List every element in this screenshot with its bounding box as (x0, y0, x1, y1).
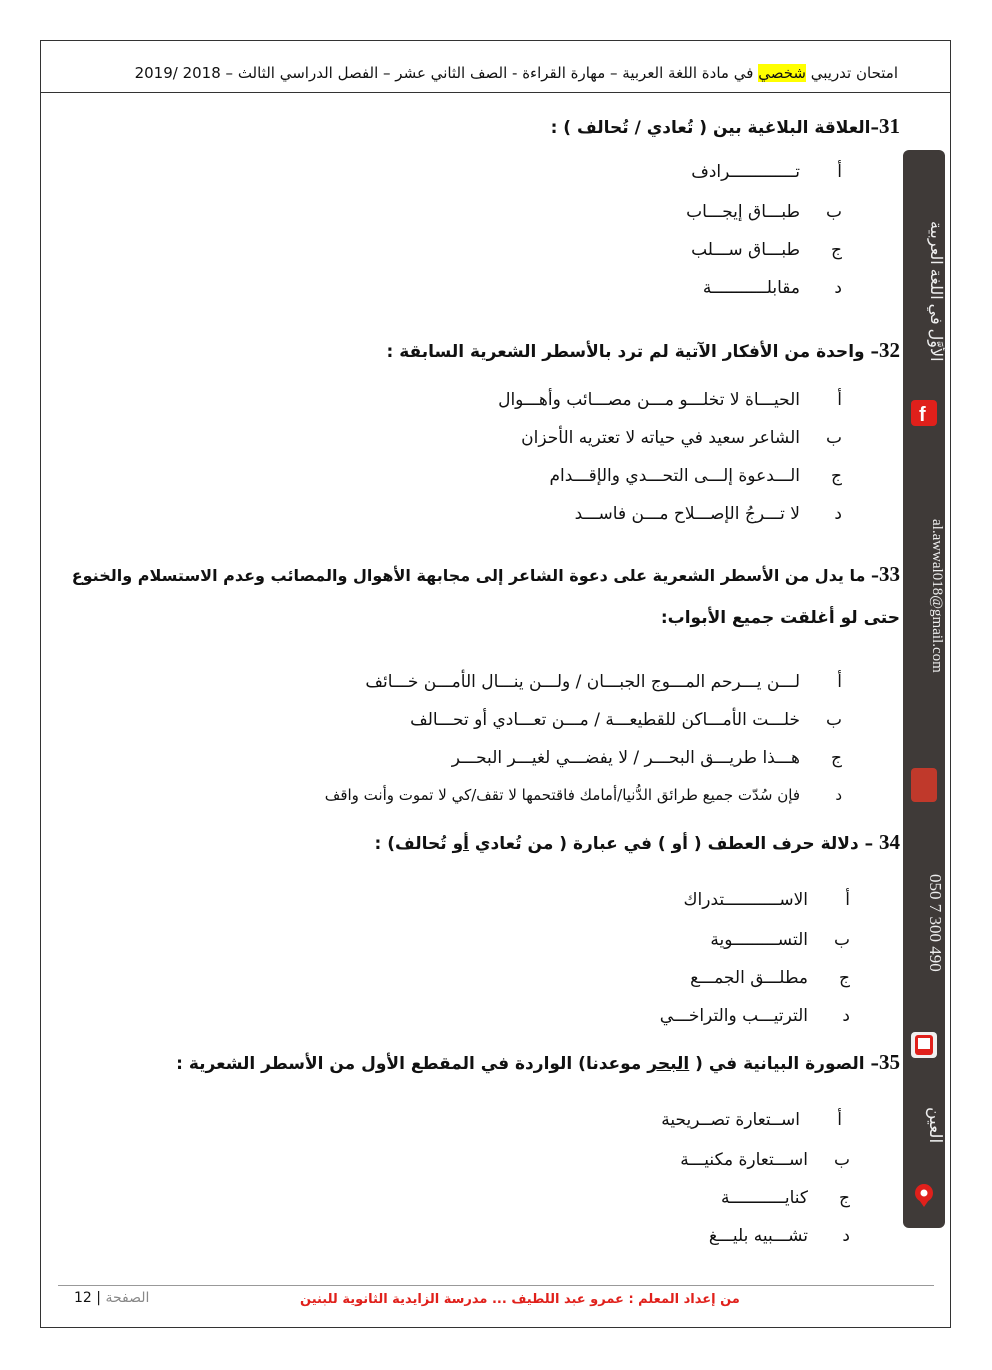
option-letter: ج (831, 748, 842, 768)
option-31-a[interactable] (691, 162, 842, 182)
brand-city: العين (926, 1106, 945, 1144)
question-text-underlined: البحر (647, 1054, 690, 1074)
header-rule (40, 92, 951, 93)
question-number: 32 (879, 338, 900, 362)
header-text-after: في مادة اللغة العربية – مهارة القراءة - الصف الثاني عشر – الفصل الدراسي الثالث – 2018 /2019 (134, 64, 754, 82)
question-text: – ما يدل من الأسطر الشعرية على دعوة الشاعر إلى مجابهة الأهوال والمصائب وعدم الاستسلام والخنوع (71, 566, 879, 585)
option-text: مطلـــق الجمـــع (690, 968, 808, 988)
option-text: الترتيـــب والتراخـــي (659, 1006, 808, 1026)
question-33 (72, 562, 900, 587)
option-31-c[interactable] (691, 240, 842, 260)
option-text: كنايـــــــــــة (720, 1188, 808, 1208)
question-text: – واحدة من الأفكار الآتية لم ترد بالأسطر الشعرية السابقة : (386, 342, 879, 362)
footer-rule (58, 1285, 934, 1286)
option-letter: د (835, 786, 842, 804)
option-33-c[interactable] (452, 748, 842, 768)
option-letter: أ (837, 162, 842, 182)
option-32-b[interactable] (521, 428, 842, 448)
option-letter: د (842, 1006, 850, 1026)
question-number: 31 (879, 114, 900, 138)
location-pin-icon (911, 1182, 937, 1208)
option-letter: ب (825, 202, 842, 222)
option-text: الحيـــاة لا تخلـــو مـــن مصـــائب وأهـــوال (498, 390, 800, 410)
option-text: طبـــاق إيجـــاب (686, 202, 800, 222)
option-31-d[interactable] (703, 278, 842, 298)
option-letter: ج (839, 968, 850, 988)
footer-credit: من إعداد المعلم : عمرو عبد اللطيف ... مدرسة الزايدية الثانوية للبنين (300, 1292, 740, 1307)
option-text: مقابلـــــــــــة (702, 278, 800, 298)
question-text: – دلالة حرف العطف ( أو ) في عبارة ( من تُعادي (469, 834, 879, 854)
question-number: 35 (879, 1050, 900, 1074)
question-text: –العلاقة البلاغية بين ( تُعادي / تُحالف ) : (550, 118, 879, 138)
page-word: الصفحة (105, 1290, 150, 1306)
option-letter: ب (833, 930, 850, 950)
phone-icon (911, 1032, 937, 1058)
option-text: هـــذا طريـــق البحـــر / لا يفضـــي لغيـــر البحـــر (451, 748, 800, 768)
option-text: اســـتعارة مكنيـــة (680, 1150, 808, 1170)
question-text-end: تُحالف) : (374, 834, 453, 854)
question-number: 34 (879, 830, 900, 854)
option-34-d[interactable] (660, 1006, 850, 1026)
option-text: اســتعارة تصــريحية (661, 1110, 800, 1130)
option-35-c[interactable] (721, 1188, 850, 1208)
svg-text:f: f (919, 404, 926, 426)
whatsapp-icon (911, 768, 937, 802)
option-text: تـــــــــــــرادف (691, 162, 800, 182)
option-text: لا تـــرجُ الإصـــلاح مـــن فاســـد (574, 504, 800, 524)
option-text: لـــن يـــرحم المـــوج الجبـــان / ولـــن ينـــال الأمـــن خـــائف (365, 672, 800, 692)
page-number: الصفحة | 12 (74, 1290, 150, 1306)
question-31 (551, 114, 900, 139)
question-33-line2: حتى لو أغلقت جميع الأبواب: (660, 608, 900, 628)
brand-email: al.awwal018@gmail.com (929, 519, 945, 673)
option-letter: ب (833, 1150, 850, 1170)
option-text: الـــدعوة إلـــى التحـــدي والإقـــدام (549, 466, 800, 486)
option-letter: د (834, 504, 842, 524)
option-31-b[interactable] (686, 202, 842, 222)
option-32-a[interactable] (498, 390, 842, 410)
option-text: الشاعر سعيد في حياته لا تعتريه الأحزان (521, 428, 800, 448)
option-letter: د (834, 278, 842, 298)
option-letter: أ (845, 890, 850, 910)
option-letter: أ (837, 672, 842, 692)
option-text: التســـــــــوية (710, 930, 808, 950)
option-letter: أ (837, 390, 842, 410)
question-34 (375, 830, 900, 855)
option-text: الاســـــــــــتدراك (683, 890, 808, 910)
exam-header (40, 55, 898, 91)
brand-sidebar (903, 150, 945, 1228)
header-text-before: امتحان تدريبي (810, 64, 898, 82)
option-35-d[interactable] (709, 1226, 850, 1246)
option-text: خلـــت الأمـــاكن للقطيعـــة / مـــن تعـــادي أو تحـــالف (410, 710, 800, 730)
option-letter: ج (831, 466, 842, 486)
option-32-c[interactable] (549, 466, 842, 486)
option-34-a[interactable] (684, 890, 850, 910)
option-letter: ج (831, 240, 842, 260)
question-35 (176, 1050, 900, 1075)
option-33-a[interactable] (365, 672, 842, 692)
question-text: – الصورة البيانية في ( (689, 1054, 879, 1074)
question-text-underlined: أو (452, 834, 470, 854)
brand-phone: 050 7 300 490 (926, 874, 945, 972)
page-number-value: 12 (74, 1290, 92, 1306)
header-highlight: شخصي (758, 64, 806, 82)
option-33-b[interactable] (410, 710, 842, 730)
option-letter: ب (825, 428, 842, 448)
option-letter: ب (825, 710, 842, 730)
question-number: 33 (879, 562, 900, 586)
option-33-d[interactable] (325, 786, 842, 804)
option-32-d[interactable] (575, 504, 842, 524)
option-text: تشـــبيه بليـــغ (708, 1226, 808, 1246)
question-text-end: موعدنا) الواردة في المقطع الأول من الأسطر الشعرية : (176, 1054, 648, 1074)
option-letter: أ (837, 1110, 842, 1130)
option-text: فإن سُدّت جميع طرائق الدُّنيا/أمامك فاقتحمها لا تقف/كي لا تموت وأنت واقف (324, 786, 800, 804)
option-34-b[interactable] (710, 930, 850, 950)
option-letter: ج (839, 1188, 850, 1208)
brand-name: الأوَّل في اللغة العربية (927, 220, 944, 362)
option-35-b[interactable] (680, 1150, 850, 1170)
option-letter: د (842, 1226, 850, 1246)
question-32 (387, 338, 900, 363)
facebook-icon (911, 400, 937, 426)
option-text: طبـــاق ســـلب (691, 240, 800, 260)
option-34-c[interactable] (690, 968, 850, 988)
option-35-a[interactable] (661, 1110, 842, 1130)
